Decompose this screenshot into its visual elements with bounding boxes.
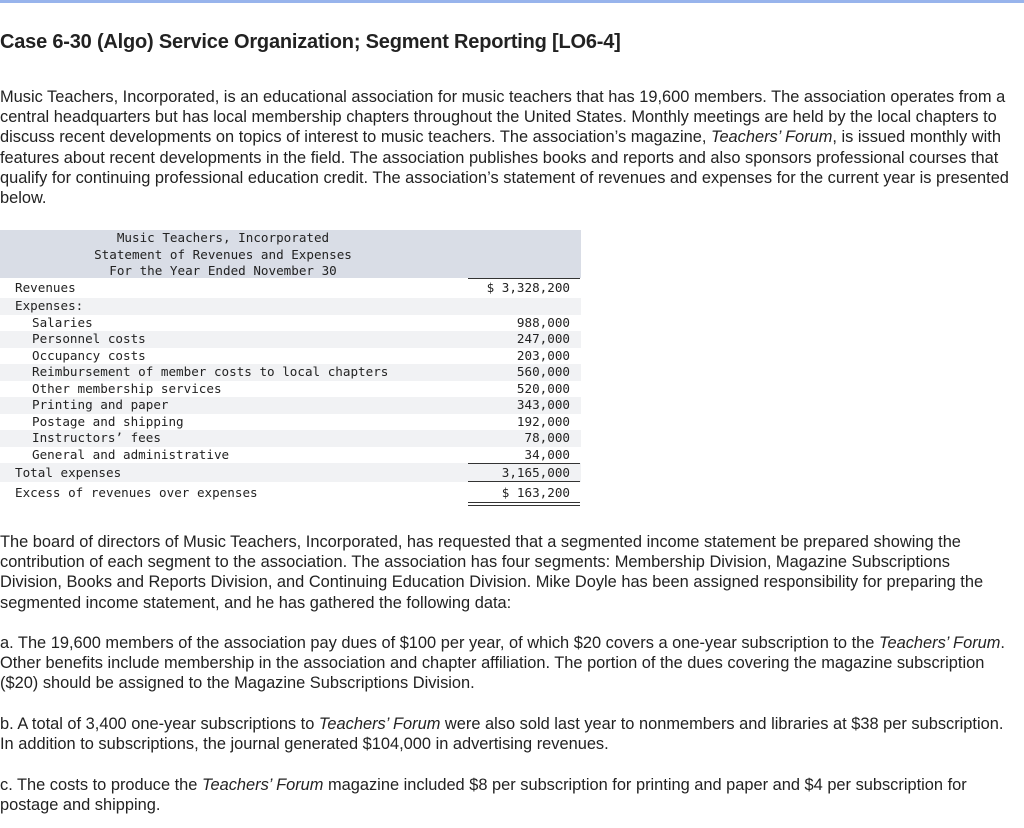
statement-period: For the Year Ended November 30	[109, 263, 337, 278]
item-c-paragraph	[0, 775, 1016, 815]
expense-amount: 247,000	[516, 331, 570, 346]
revenues-label: Revenues	[15, 280, 76, 295]
item-b-paragraph	[0, 714, 1016, 754]
income-statement-table	[0, 230, 581, 504]
expense-amount: 520,000	[516, 380, 570, 396]
double-underline-bottom	[468, 505, 580, 506]
item-c-text-2: magazine included $8 per subscription for printing and paper and $4 per subscription for postage and shipping.	[0, 776, 967, 815]
item-c-magazine-title: Teachers’ Forum	[201, 776, 324, 794]
expense-row	[0, 414, 581, 431]
item-a-magazine-title: Teachers’ Forum	[878, 634, 1001, 652]
total-expenses-amount: 3,165,000	[501, 465, 570, 480]
intro-text-b: , is issued monthly with features about recent developments in the field. The association publishes books and reports and also sponsors professional courses that qualify for continuing professional education credit. The association’s statement of revenues and expenses for the current year is presented below.	[0, 128, 1009, 208]
revenues-amount: $ 3,328,200	[486, 280, 570, 295]
expense-label: Reimbursement of member costs to local chapters	[32, 364, 389, 379]
expense-row	[0, 364, 581, 381]
item-a-text-1: a. The 19,600 members of the association pay dues of $100 per year, of which $20 covers a one-year subscription to the	[0, 634, 879, 652]
expense-row	[0, 397, 581, 414]
item-b-text-1: b. A total of 3,400 one-year subscriptions to	[0, 715, 319, 733]
expense-label: Occupancy costs	[32, 347, 146, 363]
revenues-row	[0, 278, 581, 298]
expense-label: Printing and paper	[32, 397, 169, 412]
expense-amount: 78,000	[524, 430, 570, 445]
excess-amount: $ 163,200	[501, 485, 570, 500]
intro-text-a: Music Teachers, Incorporated, is an educational association for music teachers that has 19,600 members. The association operates from a central headquarters but has local membership chapters throughout the United States. Monthly meetings are held by the local chapters to discuss recent developments on topics of interest to music teachers. The association’s magazine,	[0, 88, 1006, 147]
expenses-heading-row	[0, 298, 581, 315]
expenses-heading: Expenses:	[15, 298, 84, 313]
excess-label: Excess of revenues over expenses	[15, 485, 258, 500]
expense-row	[0, 315, 581, 332]
expense-label: Personnel costs	[32, 331, 146, 346]
board-paragraph: The board of directors of Music Teachers, Incorporated, has requested that a segmented income statement be prepared showing the contribution of each segment to the association. The association has four segments: Membership Division, Magazine Subscriptions Division, Books and Reports Division, and Continuing Education Division. Mike Doyle has been assigned responsibility for preparing the segmented income statement, and he has gathered the following data:	[0, 533, 984, 612]
top-accent-bar	[0, 0, 1024, 3]
expense-amount: 34,000	[524, 446, 570, 462]
item-c-text-1: c. The costs to produce the	[0, 776, 202, 794]
expense-label: Salaries	[32, 314, 93, 330]
intro-paragraph	[0, 87, 1016, 208]
statement-header	[0, 230, 581, 278]
expense-label: Other membership services	[32, 380, 222, 396]
item-b-magazine-title: Teachers’ Forum	[318, 715, 441, 733]
statement-company: Music Teachers, Incorporated	[116, 230, 330, 245]
expense-row	[0, 430, 581, 447]
item-b-text-2: were also sold last year to nonmembers and libraries at $38 per subscription. In addition to subscriptions, the journal generated $104,000 in advertising revenues.	[0, 715, 1004, 754]
excess-row	[0, 482, 581, 504]
total-expenses-row	[0, 463, 581, 482]
expense-label: Instructors’ fees	[32, 430, 161, 445]
total-expenses-label: Total expenses	[15, 465, 122, 480]
statement-name: Statement of Revenues and Expenses	[94, 246, 352, 262]
expense-amount: 192,000	[516, 413, 570, 429]
expense-label: Postage and shipping	[32, 413, 184, 429]
expense-row	[0, 348, 581, 365]
expense-amount: 343,000	[516, 397, 570, 412]
expense-row	[0, 447, 581, 464]
item-a-paragraph	[0, 633, 1016, 694]
expense-amount: 988,000	[516, 314, 570, 330]
expense-row	[0, 331, 581, 348]
intro-magazine-title: Teachers’ Forum	[710, 128, 833, 147]
expense-label: General and administrative	[32, 446, 230, 462]
item-a-text-2: . Other benefits include membership in the association and chapter affiliation. The portion of the dues covering the magazine subscription ($20) should be assigned to the Magazine Subscriptions Division.	[0, 634, 1005, 693]
page-title: Case 6-30 (Algo) Service Organization; Segment Reporting [LO6-4]	[0, 31, 621, 53]
expense-amount: 203,000	[516, 347, 570, 363]
expense-amount: 560,000	[516, 364, 570, 379]
expense-row	[0, 381, 581, 398]
